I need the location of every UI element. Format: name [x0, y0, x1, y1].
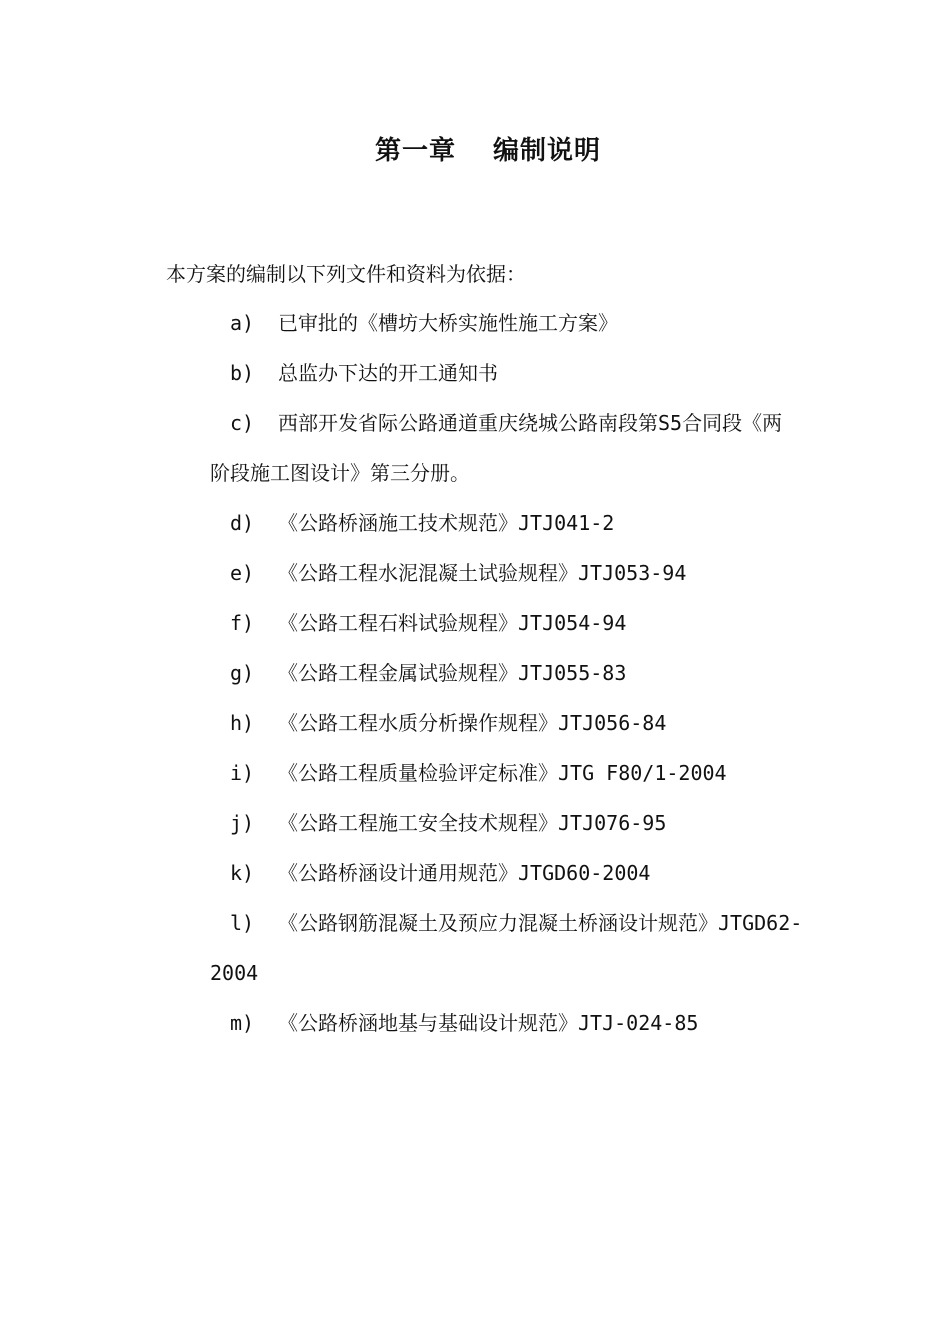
list-item-d [230, 508, 614, 538]
list-item-g [230, 658, 626, 688]
list-item-text: 《公路工程金属试验规程》JTJ055-83 [278, 661, 627, 685]
list-item-b [230, 358, 498, 388]
chapter-title: 第一章 编制说明 [374, 136, 602, 166]
list-item-text: 已审批的《槽坊大桥实施性施工方案》 [278, 311, 618, 335]
list-item-label: h) [230, 711, 255, 735]
list-item-label: f) [230, 611, 255, 635]
list-item-e [230, 558, 686, 588]
list-item-text: 总监办下达的开工通知书 [278, 361, 498, 385]
list-item-f [230, 608, 626, 638]
list-item-a [230, 308, 618, 338]
intro-paragraph: 本方案的编制以下列文件和资料为依据： [166, 262, 526, 286]
list-item-k [230, 858, 650, 888]
list-item-label: d) [230, 511, 255, 535]
list-item-c [230, 408, 782, 438]
list-item-text: 《公路桥涵设计通用规范》JTGD60-2004 [278, 861, 651, 885]
list-item-l-continuation: 2004 [210, 961, 259, 985]
list-item-text: 《公路工程施工安全技术规程》JTJ076-95 [278, 811, 667, 835]
list-item-label: j) [230, 811, 255, 835]
list-item-text: 《公路钢筋混凝土及预应力混凝土桥涵设计规范》JTGD62- [278, 911, 803, 935]
list-item-c-continuation: 阶段施工图设计》第三分册。 [210, 461, 470, 485]
list-item-label: e) [230, 561, 255, 585]
list-item-text: 《公路工程质量检验评定标准》JTG F80/1-2004 [278, 761, 727, 785]
list-item-h [230, 708, 666, 738]
list-item-label: k) [230, 861, 255, 885]
list-item-text: 《公路工程水泥混凝土试验规程》JTJ053-94 [278, 561, 687, 585]
list-item-label: g) [230, 661, 255, 685]
list-item-m [230, 1008, 698, 1038]
list-item-text: 西部开发省际公路通道重庆绕城公路南段第S5合同段《两 [278, 411, 783, 435]
list-item-label: b) [230, 361, 255, 385]
list-item-i [230, 758, 727, 788]
list-item-l [230, 908, 802, 938]
list-item-j [230, 808, 666, 838]
list-item-text: 《公路桥涵地基与基础设计规范》JTJ-024-85 [278, 1011, 699, 1035]
list-item-label: i) [230, 761, 255, 785]
list-item-text: 《公路工程石料试验规程》JTJ054-94 [278, 611, 627, 635]
list-item-label: a) [230, 311, 255, 335]
list-item-label: c) [230, 411, 255, 435]
list-item-label: m) [230, 1011, 255, 1035]
list-item-label: l) [230, 911, 255, 935]
list-item-text: 《公路工程水质分析操作规程》JTJ056-84 [278, 711, 667, 735]
list-item-text: 《公路桥涵施工技术规范》JTJ041-2 [278, 511, 615, 535]
